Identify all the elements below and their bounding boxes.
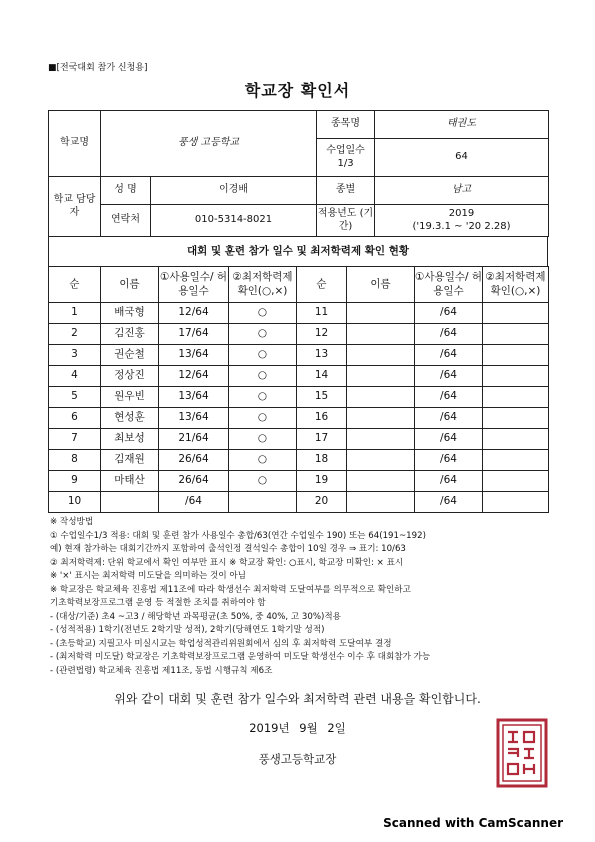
usage-days: /64: [415, 450, 483, 471]
official-seal: [496, 718, 548, 788]
section-title: 대회 및 훈련 참가 일수 및 최저학력제 확인 현황: [48, 236, 548, 266]
school-value: 풍생 고등학교: [101, 111, 317, 177]
usage-days: /64: [415, 366, 483, 387]
info-table: [48, 110, 549, 237]
student-name: [347, 366, 415, 387]
academic-check: ○: [229, 345, 297, 366]
grid-header-row: [49, 267, 549, 303]
academic-check: ○: [229, 324, 297, 345]
usage-days: /64: [415, 471, 483, 492]
table-row: [49, 303, 549, 324]
table-row: [49, 471, 549, 492]
note-line: ※ 학교장은 학교체육 진흥법 제11조에 따라 학생선수 최저학력 도달여부를 의무적으로 확인하고: [50, 584, 411, 595]
name-label: 성 명: [101, 177, 151, 205]
usage-days: /64: [159, 492, 229, 513]
row-number: 20: [297, 492, 347, 513]
date-day: 2일: [327, 721, 346, 735]
student-name: [347, 492, 415, 513]
header-days: ①사용일수/ 허용일수: [159, 267, 229, 303]
academic-check: [483, 450, 549, 471]
header-check: ②최저학력제 확인(○,×): [229, 267, 297, 303]
contact-value: 010-5314-8021: [151, 205, 317, 237]
note-line: - (관련법령) 학교체육 진흥법 제11조, 동법 시행규칙 제6조: [50, 665, 273, 676]
student-name: 원우빈: [101, 387, 159, 408]
event-value: 태권도: [375, 111, 549, 139]
note-line: - (초등학교) 지필고사 미실시교는 학업성적관리위원회에서 심의 후 최저학력 도달여부 결정: [50, 638, 392, 649]
note-line: - (성적적용) 1학기(전년도 2학기말 성적), 2학기(당해연도 1학기말 성적): [50, 625, 325, 635]
student-name: [347, 387, 415, 408]
name-value: 이경배: [151, 177, 317, 205]
row-number: 11: [297, 303, 347, 324]
row-number: 16: [297, 408, 347, 429]
student-name: [347, 471, 415, 492]
student-name: [347, 429, 415, 450]
row-number: 3: [49, 345, 101, 366]
student-name: [101, 492, 159, 513]
event-label: 종목명: [317, 111, 375, 139]
note-line: ※ 작성방법: [50, 517, 94, 527]
year-label: 적용년도 (기간): [317, 205, 375, 237]
note-line: - (최저학력 미도달) 학교장은 기초학력보장프로그램 운영하여 미도달 학생선수 이수 후 대회참가 가능: [50, 652, 431, 662]
student-name: 현성훈: [101, 408, 159, 429]
table-row: [49, 492, 549, 513]
student-name: [347, 345, 415, 366]
student-name: 김진홍: [101, 324, 159, 345]
row-number: 4: [49, 366, 101, 387]
table-row: [49, 324, 549, 345]
row-number: 17: [297, 429, 347, 450]
confirmation-statement: 위와 같이 대회 및 훈련 참가 일수와 최저학력 관련 내용을 확인합니다.: [114, 692, 481, 706]
academic-check: ○: [229, 303, 297, 324]
note-line: 기초학력보장프로그램 운영 등 적절한 조치를 취하여야 함: [50, 598, 266, 608]
usage-days: 13/64: [159, 387, 229, 408]
student-name: 정상진: [101, 366, 159, 387]
header-name: 이름: [347, 267, 415, 303]
usage-days: 21/64: [159, 429, 229, 450]
student-name: [347, 450, 415, 471]
row-number: 10: [49, 492, 101, 513]
participants-table: [48, 266, 549, 513]
scanner-watermark: Scanned with CamScanner: [383, 816, 563, 830]
usage-days: /64: [415, 492, 483, 513]
date-year: 2019년: [249, 721, 290, 735]
usage-days: /64: [415, 408, 483, 429]
row-number: 6: [49, 408, 101, 429]
academic-check: [483, 324, 549, 345]
header-check: ②최저학력제 확인(○,×): [483, 267, 549, 303]
year-value: 2019: [448, 208, 475, 219]
row-number: 9: [49, 471, 101, 492]
academic-check: ○: [229, 450, 297, 471]
year-range: ('19.3.1 ~ '20 2.28): [412, 220, 511, 232]
row-number: 8: [49, 450, 101, 471]
note-line: 예) 현재 참가하는 대회기간까지 포함하여 출석인정 결석일수 총합이 10일 경우 ⇒ 표기: 10/63: [50, 544, 406, 554]
academic-check: ○: [229, 471, 297, 492]
usage-days: 26/64: [159, 450, 229, 471]
header-no: 순: [49, 267, 101, 303]
student-name: 권순철: [101, 345, 159, 366]
usage-days: /64: [415, 303, 483, 324]
manager-label: 학교 담당자: [49, 177, 101, 237]
row-number: 18: [297, 450, 347, 471]
row-number: 7: [49, 429, 101, 450]
academic-check: ○: [229, 408, 297, 429]
academic-check: [229, 492, 297, 513]
academic-check: [483, 366, 549, 387]
year-cell: [375, 205, 549, 237]
gender-label: 종별: [317, 177, 375, 205]
usage-days: 17/64: [159, 324, 229, 345]
header-days: ①사용일수/ 허용일수: [415, 267, 483, 303]
academic-check: [483, 408, 549, 429]
note-line: ② 최저학력제: 단위 학교에서 확인 여부만 표시 ※ 학교장 확인: ○표시, 학교장 미확인: × 표시: [50, 557, 404, 568]
notes-section: [50, 516, 570, 678]
table-row: [49, 366, 549, 387]
academic-check: [483, 387, 549, 408]
note-line: - (대상/기준) 초4 ~고3 / 해당학년 과목평균(초 50%, 중 40%, 고 30%)적용: [50, 611, 341, 622]
row-number: 19: [297, 471, 347, 492]
row-number: 15: [297, 387, 347, 408]
days-value: 64: [375, 139, 549, 177]
document-tag: ■[전국대회 참가 신청용]: [48, 63, 148, 73]
academic-check: [483, 429, 549, 450]
table-row: [49, 387, 549, 408]
note-line: ① 수업일수1/3 적용: 대회 및 훈련 참가 사용일수 총합/63(연간 수업일수 190) 또는 64(191~192): [50, 530, 426, 541]
gender-value: 남고: [375, 177, 549, 205]
school-label: 학교명: [49, 111, 101, 177]
date-month: 9월: [299, 721, 318, 735]
usage-days: 12/64: [159, 303, 229, 324]
student-name: 마태산: [101, 471, 159, 492]
student-name: [347, 324, 415, 345]
days-label: 수업일수 1/3: [317, 139, 375, 177]
table-row: [49, 408, 549, 429]
academic-check: ○: [229, 366, 297, 387]
usage-days: /64: [415, 345, 483, 366]
contact-label: 연락처: [101, 205, 151, 237]
header-no: 순: [297, 267, 347, 303]
academic-check: [483, 303, 549, 324]
page-title: 학교장 확인서: [244, 81, 351, 100]
signer: 풍생고등학교장: [258, 752, 337, 766]
student-name: 배국형: [101, 303, 159, 324]
academic-check: [483, 471, 549, 492]
table-row: [49, 429, 549, 450]
row-number: 2: [49, 324, 101, 345]
student-name: 김재원: [101, 450, 159, 471]
table-row: [49, 450, 549, 471]
row-number: 13: [297, 345, 347, 366]
usage-days: /64: [415, 324, 483, 345]
student-name: [347, 303, 415, 324]
row-number: 12: [297, 324, 347, 345]
academic-check: ○: [229, 429, 297, 450]
usage-days: 26/64: [159, 471, 229, 492]
usage-days: /64: [415, 429, 483, 450]
row-number: 5: [49, 387, 101, 408]
academic-check: ○: [229, 387, 297, 408]
row-number: 1: [49, 303, 101, 324]
usage-days: 13/64: [159, 408, 229, 429]
header-name: 이름: [101, 267, 159, 303]
usage-days: /64: [415, 387, 483, 408]
usage-days: 13/64: [159, 345, 229, 366]
academic-check: [483, 492, 549, 513]
note-line: ※ '×' 표시는 최저학력 미도달을 의미하는 것이 아님: [50, 571, 246, 581]
table-row: [49, 345, 549, 366]
student-name: [347, 408, 415, 429]
row-number: 14: [297, 366, 347, 387]
usage-days: 12/64: [159, 366, 229, 387]
academic-check: [483, 345, 549, 366]
student-name: 최보성: [101, 429, 159, 450]
